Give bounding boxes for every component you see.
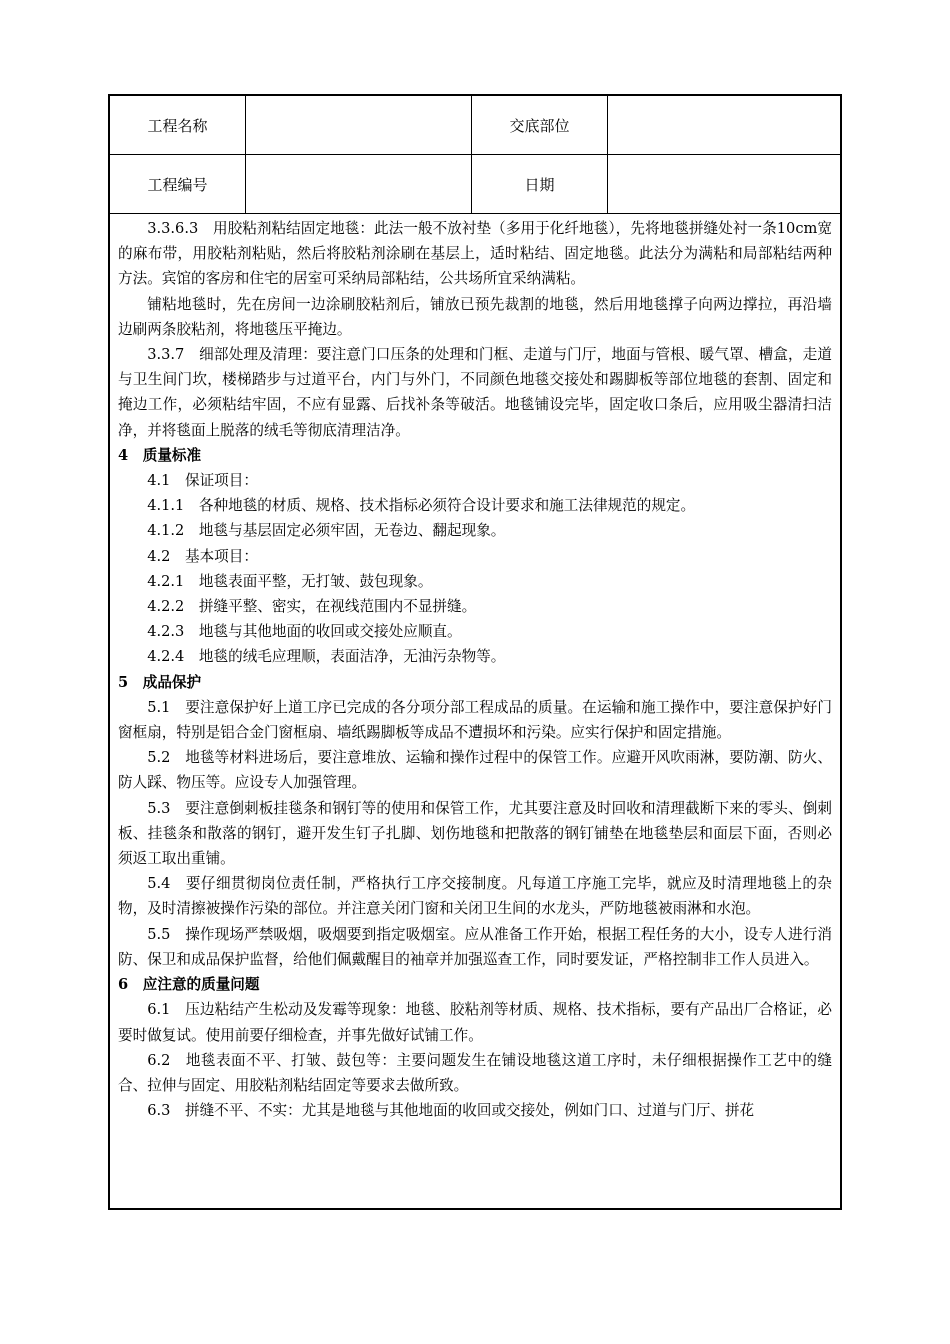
paragraph: 4.2.2 拼缝平整、密实，在视线范围内不显拼缝。	[147, 598, 477, 616]
paragraph: 6.1 压边粘结产生松动及发霉等现象：地毯、胶粘剂等材质、规格、技术指标，要有产品出厂合格证，必要时做复试。使用前要仔细检查，并事先做好试铺工作。	[118, 1001, 832, 1044]
project-name-label: 工程名称	[110, 96, 246, 154]
document-sheet	[108, 94, 842, 1210]
paragraph: 6.2 地毯表面不平、打皱、鼓包等：主要问题发生在铺设地毯这道工序时，未仔细根据操作工艺中的缝合、拉伸与固定、用胶粘剂粘结固定等要求去做所致。	[118, 1051, 832, 1094]
paragraph: 6.3 拼缝不平、不实：尤其是地毯与其他地面的收回或交接处，例如门口、过道与门厅、拼花	[147, 1102, 755, 1120]
project-number-label: 工程编号	[110, 155, 246, 213]
date-value[interactable]	[608, 155, 840, 213]
paragraph: 4.1.1 各种地毯的材质、规格、技术指标必须符合设计要求和施工法律规范的规定。	[147, 497, 696, 515]
date-label: 日期	[472, 155, 608, 213]
content-body	[110, 214, 840, 1123]
paragraph: 5.2 地毯等材料进场后，要注意堆放、运输和操作过程中的保管工作。应避开风吹雨淋，要防潮、防火、防人踩、物压等。应设专人加强管理。	[118, 749, 832, 792]
paragraph: 3.3.6.3 用胶粘剂粘结固定地毯：此法一般不放衬垫（多用于化纤地毯），先将地毯拼缝处衬一条10cm宽的麻布带，用胶粘剂粘贴，然后将胶粘剂涂刷在基层上，适时粘结、固定地毯。此法分为满粘和局部粘结两种方法。宾馆的客房和住宅的居室可采纳局部粘结，公共场所宜采纳满粘。	[118, 220, 832, 288]
paragraph: 4.2.1 地毯表面平整，无打皱、鼓包现象。	[147, 572, 433, 590]
section-heading: 5 成品保护	[118, 673, 202, 691]
paragraph: 5.1 要注意保护好上道工序已完成的各分项分部工程成品的质量。在运输和施工操作中，要注意保护好门窗框扇，特别是铝合金门窗框扇、墙纸踢脚板等成品不遭损坏和污染。应实行保护和固定措施。	[118, 698, 832, 742]
paragraph: 4.2 基本项目：	[147, 547, 258, 565]
handover-location-label: 交底部位	[472, 96, 608, 154]
paragraph: 4.1 保证项目：	[147, 472, 258, 490]
paragraph: 4.2.3 地毯与其他地面的收回或交接处应顺直。	[147, 623, 462, 641]
handover-location-value[interactable]	[608, 96, 840, 154]
paragraph: 5.4 要仔细贯彻岗位责任制，严格执行工序交接制度。凡每道工序施工完毕，就应及时清理地毯上的杂物，及时清擦被操作污染的部位。并注意关闭门窗和关闭卫生间的水龙头，严防地毯被雨淋和水泡。	[118, 875, 832, 918]
project-name-value[interactable]	[246, 96, 472, 154]
paragraph: 4.1.2 地毯与基层固定必须牢固，无卷边、翻起现象。	[147, 522, 506, 540]
project-number-value[interactable]	[246, 155, 472, 213]
paragraph: 3.3.7 细部处理及清理：要注意门口压条的处理和门框、走道与门厅，地面与管根、暖气罩、槽盒，走道与卫生间门坎，楼梯踏步与过道平台，内门与外门，不同颜色地毯交接处和踢脚板等部位地毯的套割、固定和掩边工作，必须粘结牢固，不应有显露、后找补条等破活。地毯铺设完毕，固定收口条后，应用吸尘器清扫洁净，并将毯面上脱落的绒毛等彻底清理洁净。	[118, 346, 832, 439]
paragraph: 5.3 要注意倒刺板挂毯条和钢钉等的使用和保管工作，尤其要注意及时回收和清理截断下来的零头、倒刺板、挂毯条和散落的钢钉，避开发生钉子扎脚、划伤地毯和把散落的钢钉铺垫在地毯垫层和面层下面，否则必须返工取出重铺。	[118, 799, 832, 868]
paragraph: 5.5 操作现场严禁吸烟，吸烟要到指定吸烟室。应从准备工作开始，根据工程任务的大小，设专人进行消防、保卫和成品保护监督，给他们佩戴醒目的袖章并加强巡查工作，同时要发证，严格控制非工作人员进入。	[118, 925, 832, 968]
header-row-2	[110, 155, 840, 214]
section-heading: 4 质量标准	[118, 446, 202, 464]
paragraph: 铺粘地毯时，先在房间一边涂刷胶粘剂后，铺放已预先裁割的地毯，然后用地毯撑子向两边撑拉，再沿墙边刷两条胶粘剂，将地毯压平掩边。	[118, 295, 832, 338]
section-heading: 6 应注意的质量问题	[118, 976, 260, 994]
paragraph: 4.2.4 地毯的绒毛应理顺，表面洁净，无油污杂物等。	[147, 648, 506, 666]
header-row-1	[110, 96, 840, 155]
